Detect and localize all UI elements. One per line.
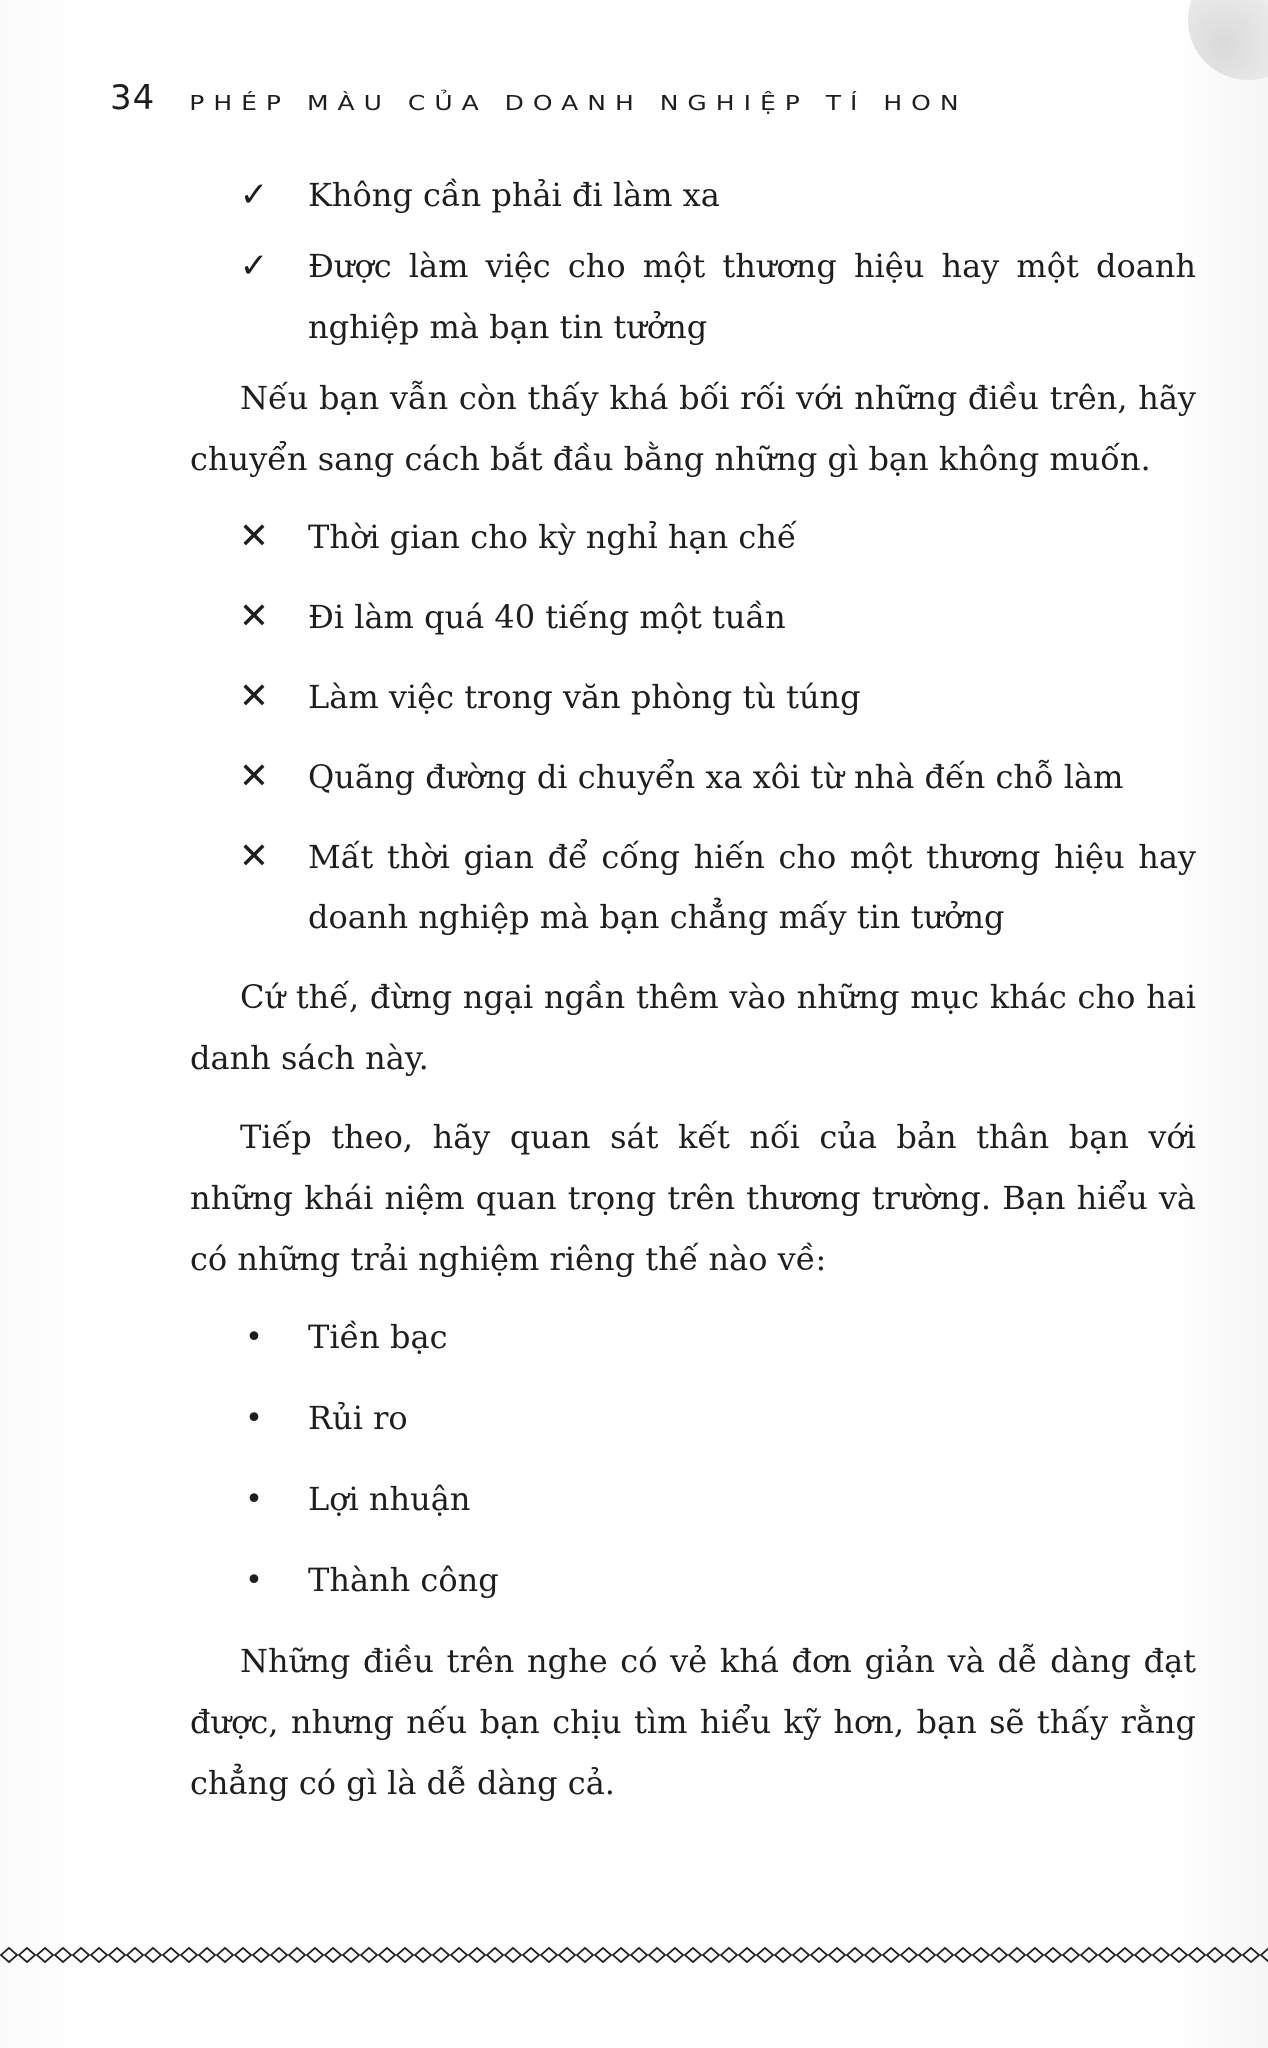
cross-icon: ✕ (238, 676, 270, 717)
dont-want-list-item (190, 667, 1196, 727)
dont-want-item-text: Mất thời gian để cống hiến cho một thương hiệu hay doanh nghiệp mà bạn chẳng mấy tin tưởng (308, 838, 1196, 936)
decorative-border-ornament (0, 1946, 1268, 1964)
dont-want-list-item (190, 827, 1196, 947)
paragraph-add-more: Cứ thế, đừng ngại ngần thêm vào những mục khác cho hai danh sách này. (190, 978, 1196, 1077)
bullet-icon: • (245, 1563, 263, 1598)
cross-icon: ✕ (238, 596, 270, 637)
cross-icon: ✕ (238, 516, 270, 557)
check-icon: ✓ (239, 175, 269, 215)
concept-item-text: Rủi ro (308, 1399, 408, 1437)
concept-list-item (190, 1469, 1196, 1530)
concept-item-text: Tiền bạc (308, 1318, 448, 1356)
check-icon: ✓ (239, 246, 269, 286)
running-header (110, 78, 968, 118)
dont-want-item-text: Quãng đường di chuyển xa xôi từ nhà đến chỗ làm (308, 758, 1124, 796)
concept-item-text: Thành công (308, 1561, 499, 1599)
dont-want-list-item (190, 747, 1196, 807)
page-number: 34 (110, 78, 156, 118)
want-list (190, 165, 1196, 358)
paragraph-conclusion: Những điều trên nghe có vẻ khá đơn giản và dễ dàng đạt được, nhưng nếu bạn chịu tìm hiểu kỹ hơn, bạn sẽ thấy rằng chẳng có gì là dễ dàng cả. (190, 1642, 1196, 1802)
cross-icon: ✕ (238, 836, 270, 877)
dont-want-item-text: Đi làm quá 40 tiếng một tuần (308, 598, 786, 636)
want-item-text: Không cần phải đi làm xa (308, 176, 720, 214)
concept-list (190, 1307, 1196, 1611)
dont-want-list (190, 507, 1196, 947)
dont-want-list-item (190, 587, 1196, 647)
concept-list-item (190, 1550, 1196, 1611)
bullet-icon: • (245, 1401, 263, 1436)
bullet-icon: • (245, 1482, 263, 1517)
concept-list-item (190, 1388, 1196, 1449)
want-list-item (190, 236, 1196, 358)
page-body (190, 165, 1196, 1831)
page-corner-shadow (1188, 0, 1268, 80)
dont-want-item-text: Thời gian cho kỳ nghỉ hạn chế (308, 518, 797, 556)
want-list-item (190, 165, 1196, 226)
dont-want-list-item (190, 507, 1196, 567)
concept-item-text: Lợi nhuận (308, 1480, 471, 1518)
bullet-icon: • (245, 1320, 263, 1355)
paragraph-concepts-intro: Tiếp theo, hãy quan sát kết nối của bản thân bạn với những khái niệm quan trọng trên thương trường. Bạn hiểu và có những trải nghiệm riêng thế nào về: (190, 1118, 1196, 1278)
want-item-text: Được làm việc cho một thương hiệu hay một doanh nghiệp mà bạn tin tưởng (308, 247, 1196, 346)
paragraph-dont-want-intro: Nếu bạn vẫn còn thấy khá bối rối với những điều trên, hãy chuyển sang cách bắt đầu bằng những gì bạn không muốn. (190, 379, 1196, 478)
concept-list-item (190, 1307, 1196, 1368)
running-title: PHÉP MÀU CỦA DOANH NGHIỆP TÍ HON (189, 91, 968, 115)
cross-icon: ✕ (238, 756, 270, 797)
dont-want-item-text: Làm việc trong văn phòng tù túng (308, 678, 861, 716)
